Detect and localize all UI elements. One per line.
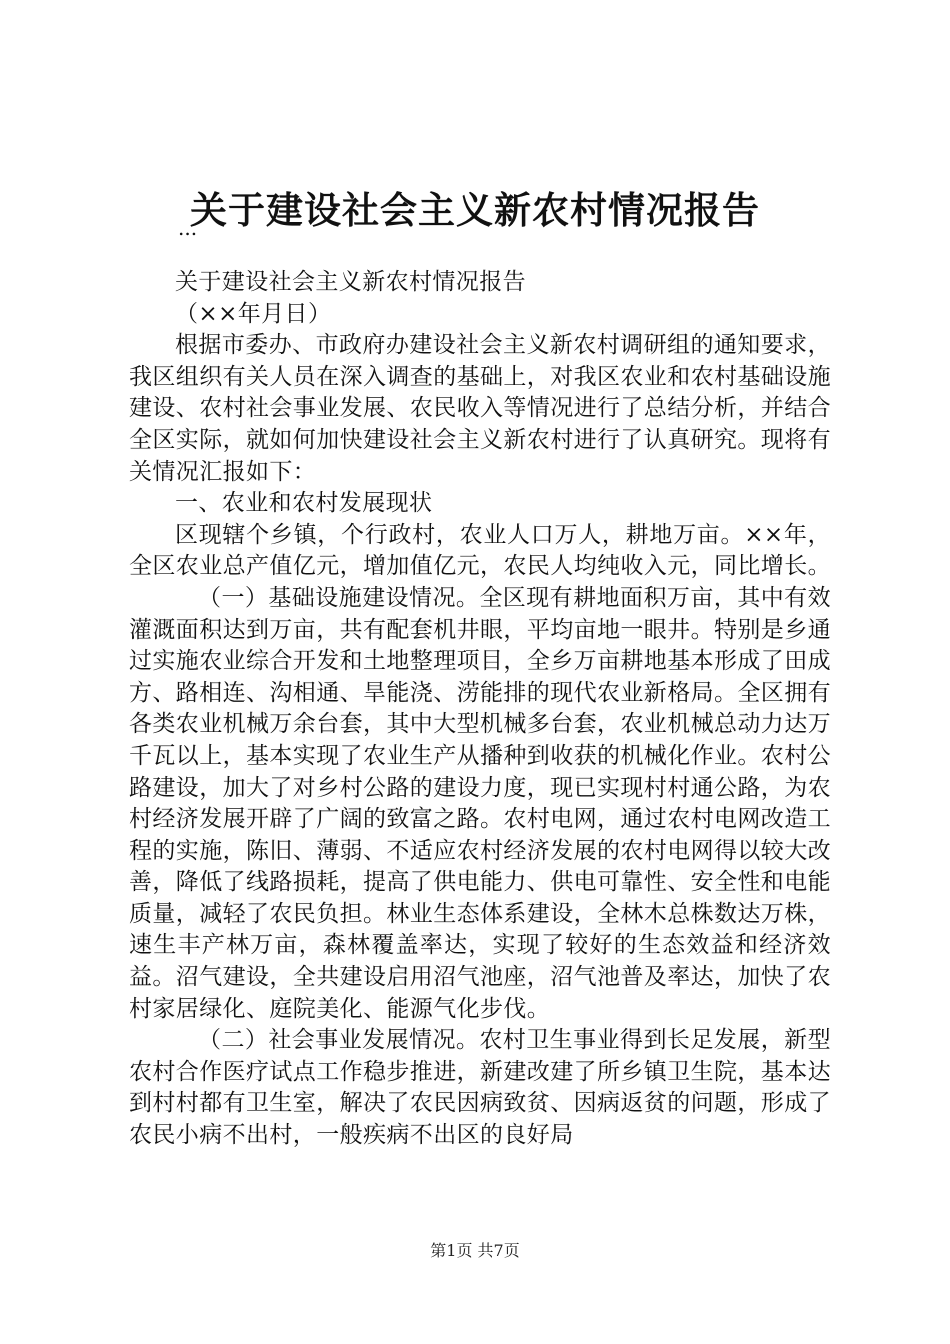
- social-affairs-paragraph: （二）社会事业发展情况。农村卫生事业得到长足发展，新型农村合作医疗试点工作稳步推进，新建改建了所乡镇卫生院，基本达到村村都有卫生室，解决了农民因病致贫、因病返贫的问题，形成了农民小病不出村，一般疾病不出区的良好局: [129, 1027, 831, 1149]
- ellipsis-marker: ...: [178, 216, 198, 240]
- document-body: [129, 267, 831, 1152]
- overview-paragraph: 区现辖个乡镇，个行政村，农业人口万人，耕地万亩。××年，全区农业总产值亿元，增加值亿元，农民人均纯收入元，同比增长。: [129, 521, 831, 580]
- page-number-footer: 第1页 共7页: [430, 1241, 520, 1260]
- infrastructure-paragraph: （一）基础设施建设情况。全区现有耕地面积万亩，其中有效灌溉面积达到万亩，共有配套机井眼，平均亩地一眼井。特别是乡通过实施农业综合开发和土地整理项目，全乡万亩耕地基本形成了田成方、路相连、沟相通、旱能浇、涝能排的现代农业新格局。全区拥有各类农业机械万余台套，其中大型机械多台套，农业机械总动力达万千瓦以上，基本实现了农业生产从播种到收获的机械化作业。农村公路建设，加大了对乡村公路的建设力度，现已实现村村通公路，为农村经济发展开辟了广阔的致富之路。农村电网，通过农村电网改造工程的实施，陈旧、薄弱、不适应农村经济发展的农村电网得以较大改善，降低了线路损耗，提高了供电能力、供电可靠性、安全性和电能质量，减轻了农民负担。林业生态体系建设，全林木总株数达万株，速生丰产林万亩，森林覆盖率达，实现了较好的生态效益和经济效益。沼气建设，全共建设启用沼气池座，沼气池普及率达，加快了农村家居绿化、庭院美化、能源气化步伐。: [129, 584, 831, 1022]
- intro-paragraph: 根据市委办、市政府办建设社会主义新农村调研组的通知要求，我区组织有关人员在深入调查的基础上，对我区农业和农村基础设施建设、农村社会事业发展、农民收入等情况进行了总结分析，并结合全区实际，就如何加快建设社会主义新农村进行了认真研究。现将有关情况汇报如下：: [129, 332, 831, 485]
- section-heading: 一、农业和农村发展现状: [175, 490, 433, 517]
- document-title: 关于建设社会主义新农村情况报告: [190, 188, 760, 232]
- subtitle-paragraph: 关于建设社会主义新农村情况报告: [175, 269, 526, 295]
- date-paragraph: （××年月日）: [175, 300, 332, 327]
